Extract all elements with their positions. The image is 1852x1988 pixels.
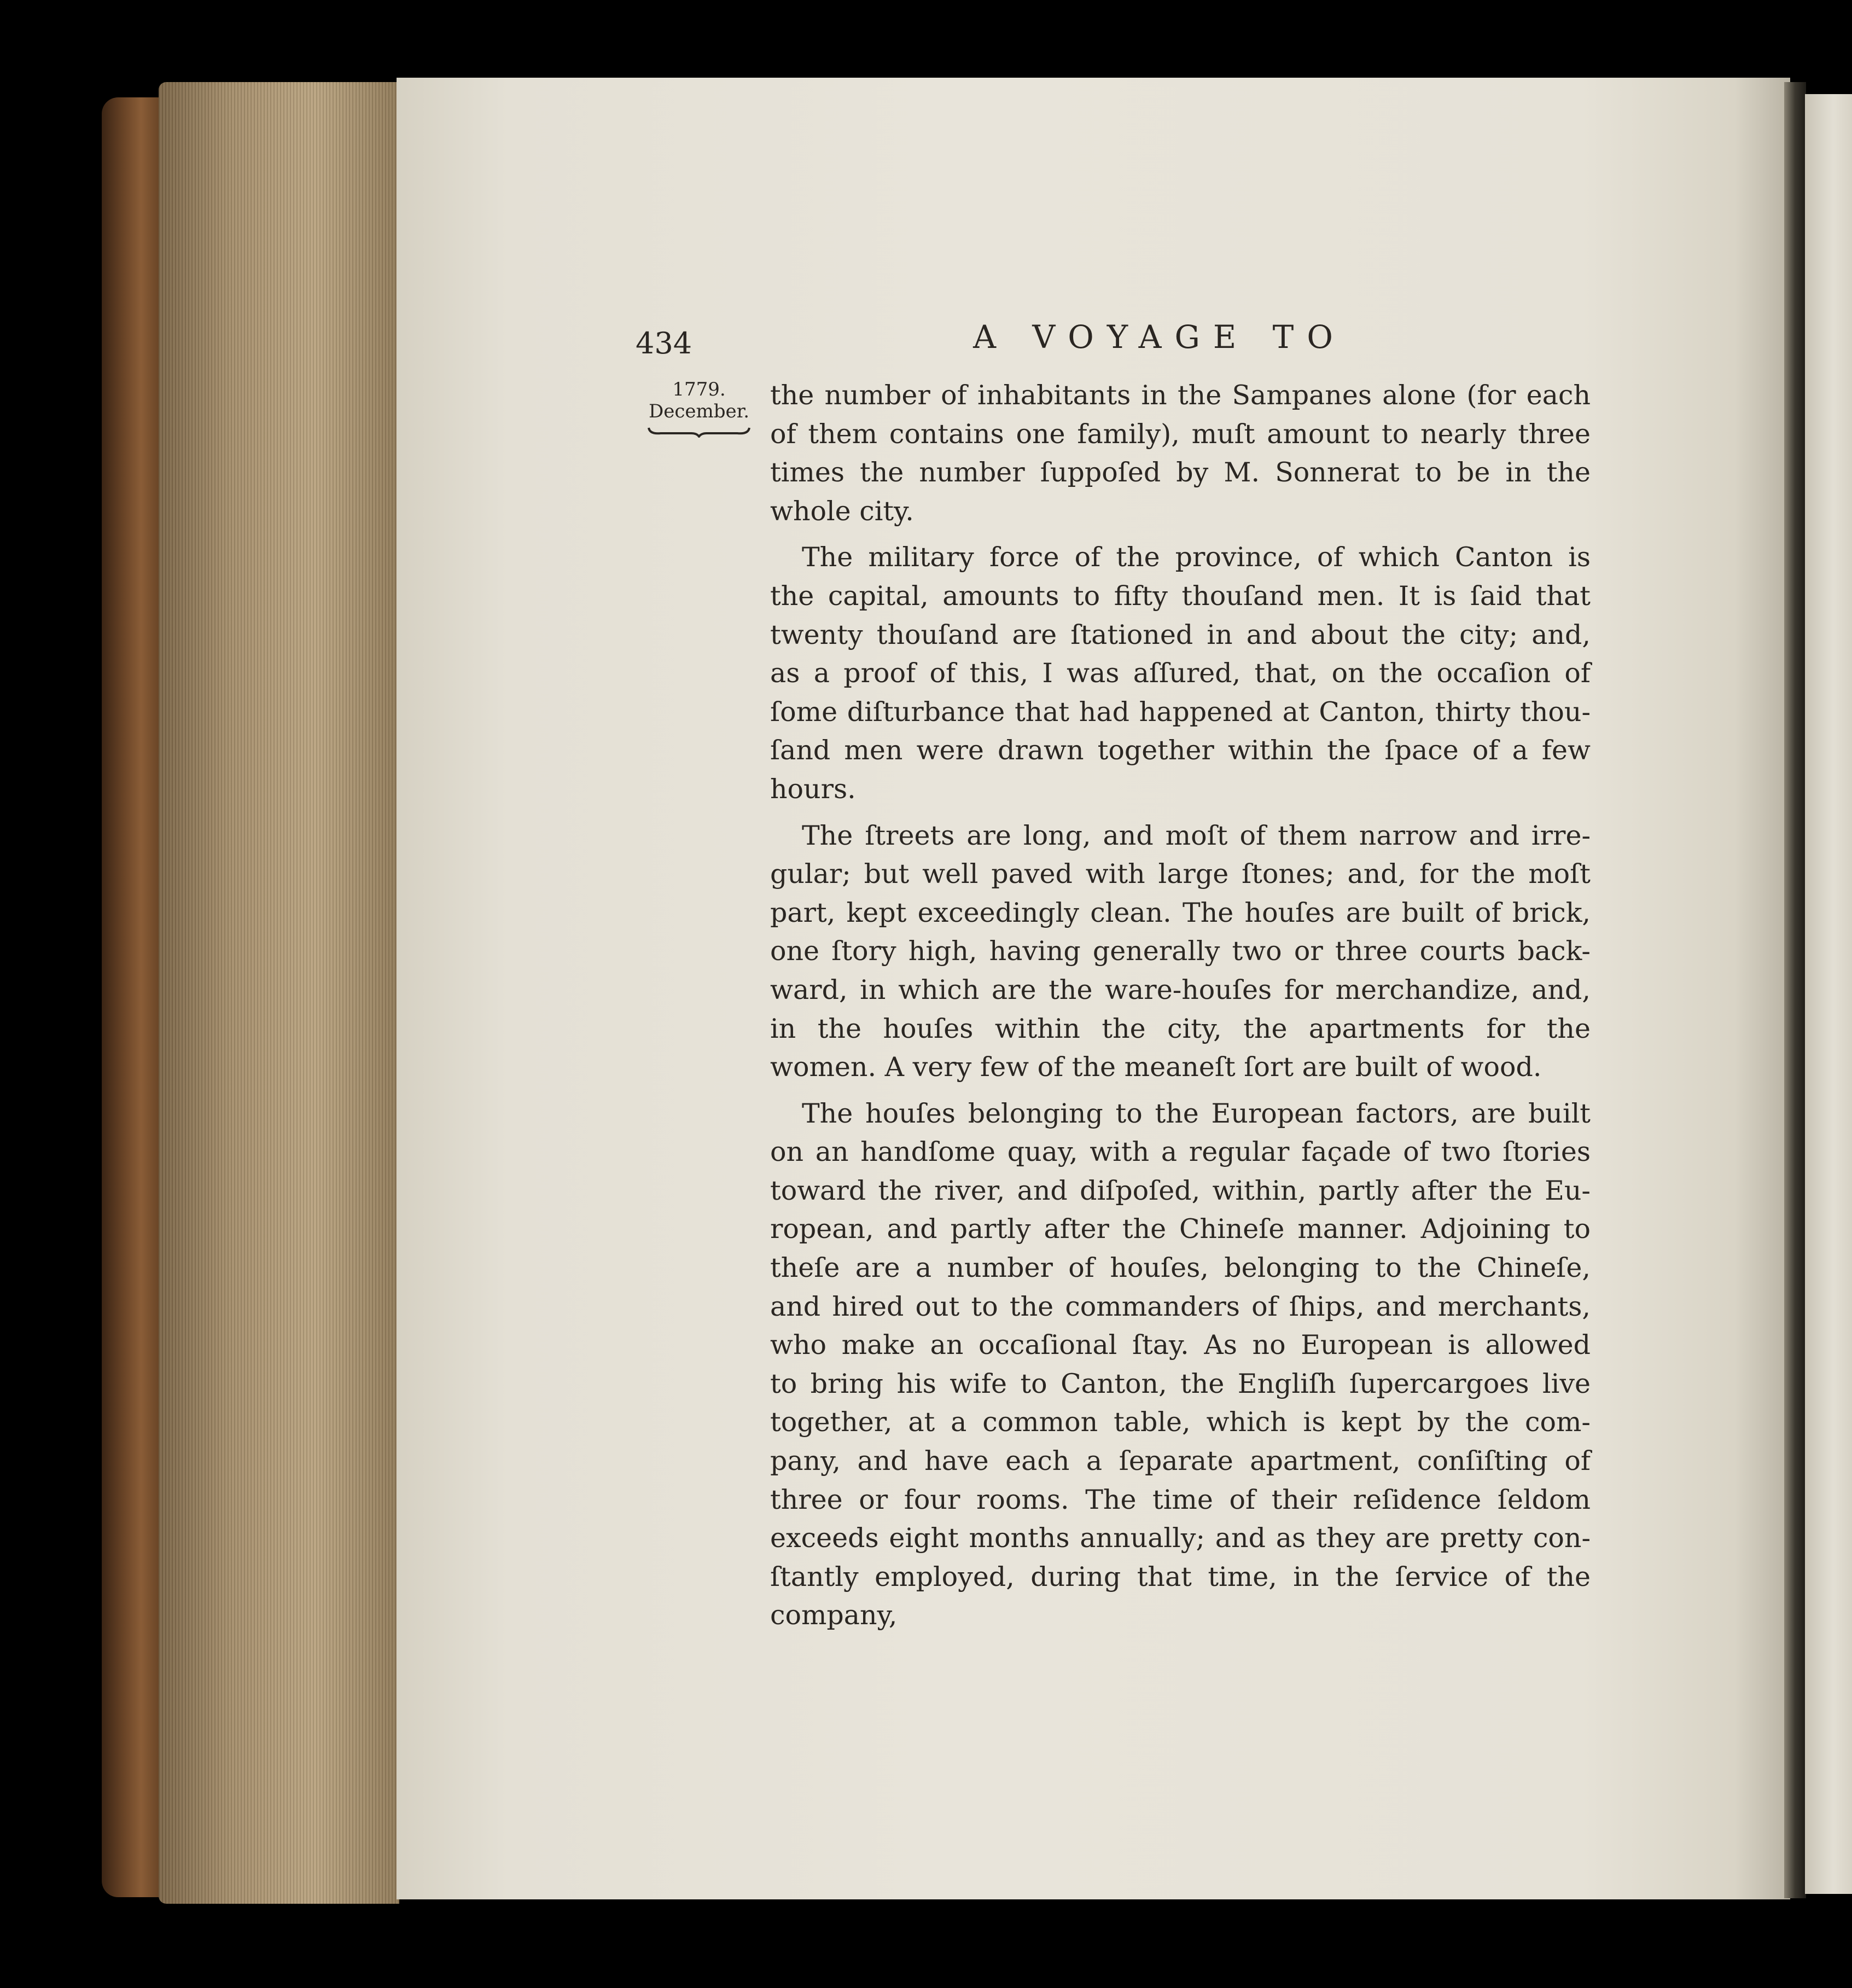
text-line: toward the river, and diſpoſed, within, partly after the Eu- — [770, 1175, 1591, 1206]
book-gutter — [1784, 82, 1806, 1898]
text-line: The houſes belonging to the European factors, are built — [802, 1097, 1591, 1129]
text-line: one ſtory high, having generally two or three courts back- — [770, 935, 1591, 967]
brace-icon — [644, 426, 754, 438]
text-line: the number of inhabitants in the Sampanes alone (for each — [770, 380, 1591, 411]
text-line: ſtantly employed, during that time, in the ſervice of the — [770, 1561, 1591, 1592]
text-line: ward, in which are the ware-houſes for merchandize, and, — [770, 974, 1591, 1005]
text-line: pany, and have each a ſeparate apartment, conſiſting of — [770, 1445, 1591, 1477]
text-line: whole city. — [770, 495, 914, 527]
text-line: to bring his wife to Canton, the Engliſh ſupercargoes live — [770, 1368, 1591, 1399]
text-line: the capital, amounts to fifty thouſand men. It is ſaid that — [770, 580, 1591, 612]
facing-page-edge — [1805, 94, 1852, 1894]
text-line: and hired out to the commanders of ſhips, and merchants, — [770, 1291, 1591, 1322]
text-line: The military force of the province, of which Canton is — [802, 542, 1591, 573]
text-line: hours. — [770, 773, 856, 805]
page-number: 434 — [636, 326, 692, 361]
text-line: part, kept exceedingly clean. The houſes are built of brick, — [770, 897, 1591, 928]
text-line: ſand men were drawn together within the ſpace of a few — [770, 735, 1591, 766]
text-line: twenty thouſand are ſtationed in and about the city; and, — [770, 619, 1591, 650]
text-line: exceeds eight months annually; and as they are pretty con- — [770, 1522, 1591, 1554]
paragraph — [770, 538, 1591, 809]
text-line: times the number ſuppoſed by M. Sonnerat to be in the — [770, 457, 1591, 489]
text-line: in the houſes within the city, the apartments for the — [770, 1013, 1591, 1044]
text-line: The ſtreets are long, and moſt of them narrow and irre- — [802, 819, 1591, 851]
marginal-date-note — [644, 379, 754, 438]
marginal-month: December. — [649, 400, 749, 422]
text-line: together, at a common table, which is kept by the com- — [770, 1406, 1591, 1438]
running-head: A VOYAGE TO — [973, 318, 1346, 356]
text-line: who make an occaſional ſtay. As no European is allowed — [770, 1329, 1591, 1361]
text-line: ropean, and partly after the Chineſe manner. Adjoining to — [770, 1213, 1591, 1245]
text-line: ſome diſturbance that had happened at Canton, thirty thou- — [770, 696, 1591, 728]
text-line: gular; but well paved with large ſtones; and, for the moſt — [770, 858, 1591, 890]
text-line: of them contains one family), muſt amount to nearly three — [770, 418, 1591, 450]
paragraph — [770, 1095, 1591, 1635]
text-line: women. A very few of the meaneſt ſort are built of wood. — [770, 1051, 1542, 1083]
catchword: company, — [770, 1600, 898, 1631]
text-line: three or four rooms. The time of their reſidence ſeldom — [770, 1484, 1591, 1515]
text-line: as a proof of this, I was aſſured, that, on the occaſion of — [770, 658, 1591, 689]
page-edges — [159, 82, 399, 1904]
body-text — [770, 376, 1591, 1635]
paragraph — [770, 817, 1591, 1087]
paragraph — [770, 376, 1591, 531]
book-cover-left — [102, 97, 167, 1897]
marginal-year: 1779. — [672, 379, 726, 400]
text-line: on an handſome quay, with a regular façade of two ſtories — [770, 1136, 1591, 1168]
text-line: theſe are a number of houſes, belonging to the Chineſe, — [770, 1252, 1591, 1284]
